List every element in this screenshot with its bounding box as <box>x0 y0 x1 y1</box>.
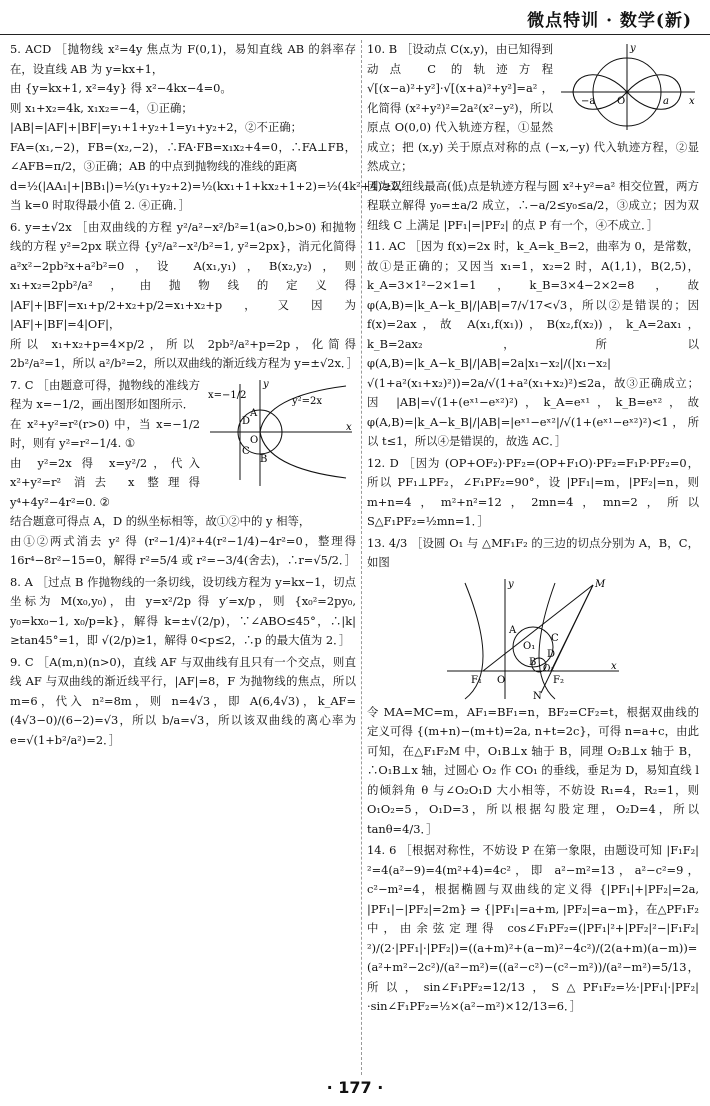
solution-line: 14. 6 ［根据对称性，不妨设 P 在第一象限，由题设可知 |F₁F₂|²=4(a²−9)=4(m²+4)=4c²，即 a²−m²=13，a²−c²=9，c²−m²=4，根据椭圆与双曲线的定义得 {|PF₁|+|PF₂|=2a, |PF₁|−|PF₂|=2m} ⇒ {|PF₁|=a+m, |PF₂|=a−m}，在△PF₁F₂ 中，由余弦定理得 cos∠F₁PF₂=(|PF₁|²+|PF₂|²−|F₁F₂|²)/(2·|PF₁|·|PF₂|)=((a+m)²+(a−m)²−4c²)/(2(a+m)(a−m))=(a²+m²−2c²)/(a²−m²)=((a²−c²)−(c²−m²))/(a²−m²)=5/13，所以，sin∠F₁PF₂=12/13，S△PF₁F₂=½·|PF₁|·|PF₂|·sin∠F₁PF₂=½×(a²−m²)×12/13=6．］ <box>367 843 699 1013</box>
solution-line: 5. ACD ［抛物线 x²=4y 焦点为 F(0,1)，易知直线 AB 的斜率存在，设直线 AB 为 y=kx+1， <box>10 42 356 76</box>
solution-line: 7. C ［由题意可得，抛物线的准线方程为 x=−1/2，画出图形如图所示． <box>10 377 200 411</box>
solution-line: 11. AC ［因为 f(x)=2x 时，k_A=k_B=2，曲率为 0，是常数，故①是正确的；又因当 x₁=1，x₂=2 时，A(1,1)，B(2,5)，k_A=3×1²−2×1=1，k_B=3×4−2×2=8，故 φ(A,B)=|k_A−k_B|/|AB|=7/√17<√3，所以②是错误的；因 f(x)=2ax，故 A(x₁,f(x₁))，B(x₂,f(x₂))，k_A=2ax₁，k_B=2ax₂，所以 φ(A,B)=|k_A−k_B|/|AB|=2a|x₁−x₂|/(|x₁−x₂|√(1+a²(x₁+x₂)²))=2a/√(1+a²(x₁+x₂)²)≤2a，故③正确成立；因 |AB|=√(1+(eˣ¹−eˣ²)²)，k_A=eˣ¹，k_B=eˣ²，故 φ(A,B)=|k_A−k_B|/|AB|=|eˣ¹−eˣ²|/√(1+(eˣ¹−eˣ²)²)<1，所以 t≤1，所以④是错误的，故选 AC．］ <box>367 239 699 448</box>
solution-line: d=½(|AA₁|+|BB₁|)=½(y₁+y₂+2)=½(kx₁+1+kx₂+1+2)=½(4k²+4)≥2， <box>10 178 411 193</box>
fig13-label: x <box>611 660 617 672</box>
fig13-label: y <box>508 578 514 590</box>
fig13-label: B <box>529 656 537 668</box>
solution-10 <box>367 40 699 235</box>
solution-line: 因为双纽线最高(低)点是轨迹方程与圆 x²+y²=a² 相交位置，两方程联立解得 y₀=±a/2 成立，∴−a/2≤y₀≤a/2，③成立；因为双纽线 C 上满足 |PF₁|=|PF₂| 的点 P 有一个，④不成立．］ <box>367 178 699 232</box>
solution-line: 所以 x₁+x₂+p=4×p/2，所以 2pb²/a²+p=2p，化简得 2b²/a²=1，所以 a²/b²=2，所以双曲线的渐近线方程为 y=±√2x．］ <box>10 336 358 370</box>
solution-line: 9. C ［A(m,n)(n>0)，直线 AF 与双曲线有且只有一个交点，则直线 AF 与双曲线的渐近线平行，|AF|=8，F 为抛物线的焦点，所以 m=6，代入 n²=8m，则 n=4√3，即 A(6,4√3)，k_AF=(4√3−0)/(6−2)=√3，所以 b/a=√3，所以该双曲线的离心率为 e=√(1+b²/a²)=2．］ <box>10 654 356 747</box>
fig7-label: x <box>346 421 352 433</box>
fig13-label: O₂ <box>543 663 554 674</box>
solution-13 <box>367 534 699 840</box>
fig13-label: O <box>497 674 506 686</box>
solution-line: 则 x₁+x₂=4k, x₁x₂=−4，①正确； <box>10 100 193 115</box>
solution-line: |AB|=|AF|+|BF|=y₁+1+y₂+1=y₁+y₂+2，②不正确； <box>10 120 303 134</box>
solution-line: 由①②两式消去 y² 得 (r²−1/4)²+4(r²−1/4)−4r²=0，整理得 16r⁴−8r²−15=0，解得 r²=5/4 或 r²=−3/4(舍去)，∴r=√5/2．］ <box>10 533 356 567</box>
solution-line: FA=(x₁,−2)，FB=(x₂,−2)，∴FA·FB=x₁x₂+4=0，∴FA⊥FB，∠AFB=π/2，③正确；AB 的中点到抛物线的准线的距离 <box>10 139 356 173</box>
solution-8 <box>10 573 356 651</box>
solution-line: 8. A ［过点 B 作抛物线的一条切线，设切线方程为 y=kx−1，切点坐标为 M(x₀,y₀)，由 y=x²/2p 得 y′=x/p，则 {x₀²=2py₀, y₀=kx₀−1, x₀/p=k}，解得 k=±√(2/p)，∵∠ABO≤45°，∴|k|≥tan45°=1，即 √(2/p)≥1，解得 0<p≤2，∴p 的最大值为 2．］ <box>10 574 356 647</box>
fig7-label: B <box>260 453 268 465</box>
header-title: 微点特训 · 数学(新) <box>527 11 692 31</box>
fig10-label: a <box>663 96 669 107</box>
fig7-label: y²=2x <box>292 395 323 407</box>
fig13-label: A <box>509 624 517 636</box>
fig13-label: F₂ <box>553 674 564 686</box>
solution-6 <box>10 218 356 374</box>
fig13-label: M <box>595 578 606 590</box>
fig7-label: D <box>242 415 251 427</box>
solution-line: 12. D ［因为 (OP+OF₂)·PF₂=(OP+F₁O)·PF₂=F₁P·PF₂=0，所以 PF₁⊥PF₂，∠F₁PF₂=90°，设 |PF₁|=m，|PF₂|=n，则 m+n=4，m²+n²=12，2mn=4，mn=2，所以 S△F₁PF₂=½mn=1．］ <box>367 455 699 528</box>
fig10-label: x <box>689 96 695 107</box>
fig10-label: O <box>617 96 626 107</box>
solution-line: 结合题意可得点 A，D 的纵坐标相等，故①②中的 y 相等， <box>10 514 311 528</box>
fig13-label: F₁ <box>471 674 482 686</box>
fig13-label: C <box>551 632 559 644</box>
figure-10-lemniscate <box>559 40 699 132</box>
solution-11 <box>367 237 699 452</box>
fig10-label: y <box>630 43 636 54</box>
figure-7-parabola-circle <box>206 376 356 488</box>
fig7-label: O <box>250 434 259 446</box>
fig7-label: x=−1/2 <box>208 389 247 401</box>
solution-line: 在 x²+y²=r²(r>0) 中，当 x=−1/2 时，则有 y²=r²−1/4. ① <box>10 416 200 450</box>
fig10-label: −a <box>581 96 596 107</box>
solution-line: 当 k=0 时取得最小值 2. ④正确．］ <box>10 198 191 212</box>
fig13-label: D <box>547 648 556 660</box>
solution-5 <box>10 40 411 216</box>
figure-13-hyperbola-incircles <box>443 575 623 701</box>
fig13-label: N <box>533 690 542 701</box>
column-divider <box>361 40 362 1075</box>
fig7-label: y <box>263 378 269 390</box>
solution-9 <box>10 653 356 751</box>
page-header <box>0 0 710 35</box>
fig7-label: C <box>242 445 250 457</box>
solution-line: 13. 4/3 ［设圆 O₁ 与 △MF₁F₂ 的三边的切点分别为 A，B，C，如图 <box>367 535 699 569</box>
solution-14 <box>367 841 699 1017</box>
left-column <box>10 40 411 1070</box>
solution-line: 6. y=±√2x ［由双曲线的方程 y²/a²−x²/b²=1(a>0,b>0) 和抛物线的方程 y²=2px 联立得 {y²/a²−x²/b²=1, y²=2px}，消元化简得 a²x²−2pb²x+a²b²=0，设 A(x₁,y₁)，B(x₂,y₂)，则 x₁+x₂=2pb²/a²，由抛物线的定义得 |AF|+|BF|=x₁+p/2+x₂+p/2=x₁+x₂+p，又因为 |AF|+|BF|=4|OF|， <box>10 219 356 331</box>
fig7-label: A <box>250 407 258 419</box>
page-number: · 177 · <box>326 1078 384 1097</box>
right-column <box>367 40 699 1070</box>
solution-line: 由 {y=kx+1, x²=4y} 得 x²−4kx−4=0。 <box>10 81 232 95</box>
solution-line: 由 y²=2x 得 x=y²/2，代入 x²+y²=r² 消去 x 整理得 y⁴+4y²−4r²=0. ② <box>10 455 200 509</box>
solution-7 <box>10 376 356 571</box>
solution-line: 令 MA=MC=m，AF₁=BF₁=n，BF₂=CF₂=t，根据双曲线的定义可得 {(m+n)−(m+t)=2a, n+t=2c}，可得 n=a+c，由此可知，在△F₁F₂M 中，O₁B⊥x 轴于 B，同理 O₂B⊥x 轴于 B，∴O₁B⊥x 轴，过圆心 O₂ 作 CO₁ 的垂线，垂足为 D，易知直线 l 的倾斜角 θ 与∠O₂O₁D 大小相等，不妨设 R₁=4，R₂=1，则 O₁O₂=5，O₁D=3，所以根据勾股定理，O₂D=4，所以 tanθ=4/3．］ <box>367 704 699 836</box>
solution-line: 10. B ［设动点 C(x,y)，由已知得到动点 C 的轨迹方程 √[(x−a)²+y²]·√[(x+a)²+y²]=a²，化简得 (x²+y²)²=2a²(x²−y²)，所以原点 O(0,0) 代入轨迹方程，①显然成立；把 (x,y) 关于原点对称的点 (−x,−y) 代入轨迹方程，②显然成立； <box>367 42 699 173</box>
fig13-label: O₁ <box>523 640 536 652</box>
solution-12 <box>367 454 699 532</box>
